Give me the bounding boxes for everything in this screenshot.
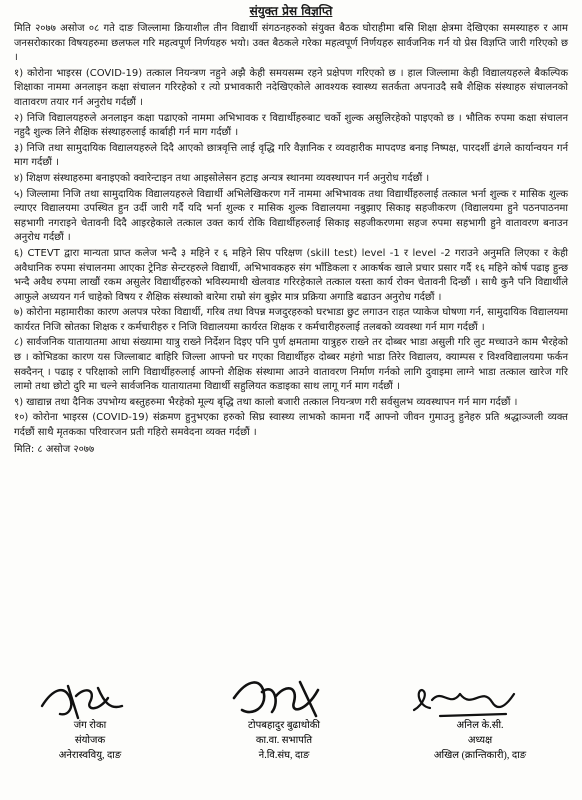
signature-1-image — [38, 676, 128, 724]
signatory-1-name: जंग रोका — [73, 720, 107, 731]
signature-area — [0, 672, 582, 800]
point-6: ६) CTEVT द्वारा मान्यता प्राप्त कलेज भन्दै ३ महिने र ६ महिने सिप परिक्षण (skill test) level -1 र level -2 गराउने अनुमति लिएका र केही अवैधानिक रुपमा संचालनमा आएका ट्रेनिङ सेन्टरहरुले विद्यार्थी, अभिभावकहरु संग भाँडिकला र आकर्षक खाले प्रचार प्रसार गर्दै १६ महिने कोर्ष पढाइ हुन्छ भन्दै अवैध रुपमा लाखौं रकम असुलेर विद्यार्थीहरुको भविस्यमाथी खेलवाड गरिरहेकाले तत्काल यस्ता कार्य रोक्न चेतावनी दिन्छौं । साथै कुनै पनि विद्यार्थीले आफुले अध्ययन गर्न चाहेको विषय र शैक्षिक संस्थाको बारेमा राम्रो संग बुझेर मात्र प्रक्रिया अगाडि बढाउन अनुरोध गर्दछौं । — [14, 247, 568, 303]
point-10: १०) कोरोना भाइरस (COVID-19) संक्रमण हुनुभएका हरुको सिघ्र स्वास्थ्य लाभको कामना गर्दै आफ्नो जीवन गुमाउनु हुनेहरु प्रति श्रद्धाञ्जली व्यक्त गर्दछौं साथै मृतकका परिवारजन प्रती गहिरो समवेदना व्यक्त गर्दछौं । — [14, 412, 568, 439]
point-9: ९) खाद्यान्न तथा दैनिक उपभोग्य बस्तुहरुमा भैरहेको मूल्य बृद्धि तथा कालो बजारी तत्काल नियन्त्रण गरी सर्वसुलभ व्यवस्थापन गर्न माग गर्दछौं । — [14, 396, 518, 408]
point-1: १) कोरोना भाइरस (COVID-19) तत्काल नियन्त्रण नहुने अझै केही समयसम्म रहने प्रक्षेपण गरिएको छ । हाल जिल्लामा केही विद्यालयहरुले बैकल्पिक शिक्षाका नाममा अनलाइन कक्षा संचालन गरिरहेको र त्यो प्रभावकारी नदेखिएकोले आवश्यक स्वास्थ्य सतर्कता अपनाउदै सबै शैक्षिक संस्थाहरु संचालनको वातावरण तयार गर्न अनुरोध गर्दछौं । — [14, 67, 568, 108]
signatory-2 — [214, 718, 354, 763]
point-2: २) निजि विद्यालयहरुले अनलाइन कक्षा पढाएको नाममा अभिभावक र विद्यार्थीहरुबाट चर्को शुल्क असुलिरहेको पाइएको छ । भौतिक रुपमा कक्षा संचालन नहुदै शुल्क लिने शैक्षिक संस्थाहरुलाई कार्बाही गर्न माग गर्दछौं । — [14, 112, 568, 139]
signatory-2-name: टोपबहादुर बुढाथोकी — [248, 720, 320, 731]
point-4: ४) शिक्षण संस्थाहरुमा बनाइएको क्वारेन्टाइन तथा आइसोलेसन हटाइ अन्यत्र स्थानमा व्यवस्थापन गर्न अनुरोध गर्दछौं । — [14, 172, 430, 184]
signatory-2-org: ने.वि.संघ, दाङ — [258, 750, 310, 761]
document-title: संयुक्त प्रेस विज्ञप्ति — [249, 4, 333, 18]
signatory-1-org: अनेरास्ववियु, दाङ — [58, 750, 122, 761]
signatory-3-name: अनिल के.सी. — [456, 720, 504, 731]
signatory-1 — [30, 718, 150, 763]
signatory-1-role: संयोजक — [74, 735, 106, 746]
signatory-3 — [400, 718, 560, 763]
point-8: ८) सार्वजनिक यातायातमा आधा संख्यामा यात्रु राख्ने निर्देशन दिइए पनि पुर्ण क्षमतामा यात्रुहरु राख्ने तर दोब्बर भाडा असुली गरि लुट मच्चाउने काम भैरहेको छ । कोभिडका कारण यस जिल्लाबाट बाहिरि जिल्ला आफ्नो घर गएका विद्यार्थीहरु दोब्बर महंगो भाडा तिरेर विद्यालय, क्याम्पस र विश्वविद्यालयमा फर्कन सक्दैनन् । पढाइ र परिक्षाको लागि विद्यार्थीहरुलाई आफ्नो शैक्षिक संस्थामा आउने वातावरण निर्माण गर्नको लागि दुवाइमा लाग्ने भाडा तत्काल खारेज गरि लामो तथा छोटो दुरि मा चल्ने सार्वजनिक यातायातमा विद्यार्थी सहुलियत कडाइका साथ लागू गर्न माग गर्दछौं । — [14, 337, 568, 393]
point-7: ७) कोरोना महामारीका कारण अलपत्र परेका विद्यार्थी, गरिब तथा विपन्न मजदुरहरुको घरभाडा छुट लगाउन राहत प्याकेज घोषणा गर्न, सामुदायिक विद्यालयमा कार्यरत निजि स्रोतका शिक्षक र कर्मचारीहरु र निजि विद्यालयमा कार्यरत शिक्षक र कर्मचारीहरुलाई तलबको व्यवस्था गर्न माग गर्दछौं । — [14, 307, 568, 333]
signatory-3-org: अखिल (क्रान्तिकारी), दाङ — [433, 750, 527, 761]
signature-2-image — [228, 672, 328, 722]
signatory-2-role: का.वा. सभापति — [255, 735, 313, 746]
document-date: मिति: ८ असोज २०७७ — [14, 443, 95, 455]
point-3: ३) निजि तथा सामुदायिक विद्यालयहरुले दिदै आएको छात्रवृत्ति लाई वृद्धि गरि वैज्ञानिक र व्यवहारीक मापदण्ड बनाइ निष्पक्ष, पारदर्शी ढंगले कार्यान्वयन गर्न माग गर्दछौं । — [14, 142, 568, 169]
point-5: ५) जिल्लामा निजि तथा सामुदायिक विद्यालयहरुले विद्यार्थी अभिलेखिकरण गर्ने नाममा अभिभावक तथा विद्यार्थीहरुलाई तत्काल भर्ना शुल्क र मासिक शुल्क ल्याएर विद्यालयमा उपस्थित हुन उर्दी जारी गर्दै यदि भर्ना शुल्क र मासिक शुल्क विद्यालयमा नबुझाए सिकाइ सहजीकरण (विद्यालयमा हुने पठनपाठनमा सहभागी नगराइने चेतावनी दिदै आइरहेकाले तत्काल उक्त कार्य रोकि विद्यार्थीहरुलाई सिकाइ सहजीकरणमा सहज रुपमा सहभागी हुने वातावरण बनाउन अनुरोध गर्दछौं । — [14, 188, 568, 244]
intro-paragraph: मिति २०७७ असोज ०८ गते दाङ जिल्लामा क्रियाशील तीन विद्यार्थी संगठनहरुको संयुक्त बैठक घोराहीमा बसि शिक्षा क्षेत्रमा देखिएका समस्याहरु र आम जनसरोकारका विषयहरुमा छलफल गरि महत्वपूर्ण निर्णयहरु भयो। उक्त बैठकले गरेका महत्वपूर्ण निर्णयहरु सार्वजनिक गर्न यो प्रेस विज्ञप्ति जारी गरिएको छ । — [14, 23, 568, 64]
signatory-3-role: अध्यक्ष — [467, 735, 493, 746]
